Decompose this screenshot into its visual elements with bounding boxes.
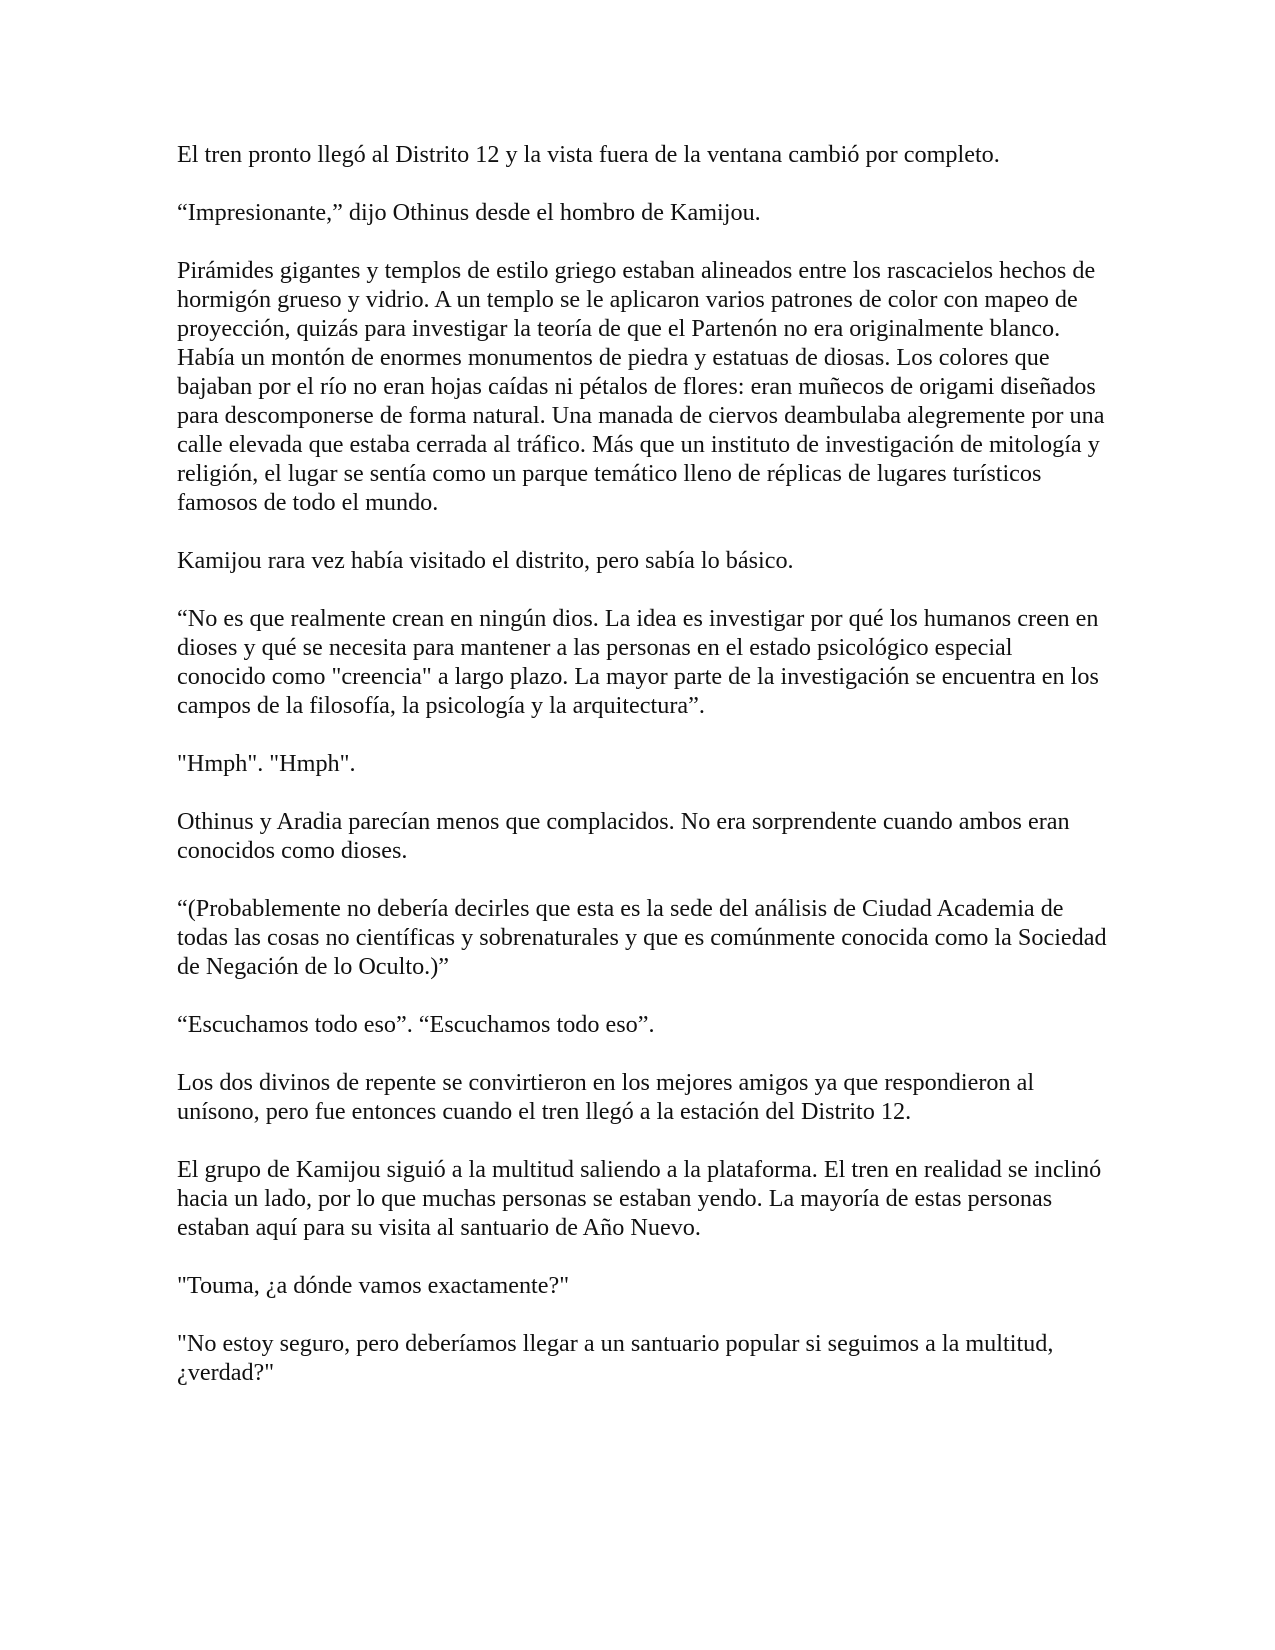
- document-body: [177, 140, 1107, 1416]
- paragraph: Los dos divinos de repente se convirtieron en los mejores amigos ya que respondieron al unísono, pero fue entonces cuando el tren llegó a la estación del Distrito 12.: [177, 1069, 1035, 1125]
- paragraph: "No estoy seguro, pero deberíamos llegar a un santuario popular si seguimos a la multitud, ¿verdad?": [177, 1330, 1054, 1386]
- paragraph: “No es que realmente crean en ningún dios. La idea es investigar por qué los humanos creen en dioses y qué se necesita para mantener a las personas en el estado psicológico especial conocido como "creencia" a largo plazo. La mayor parte de la investigación se encuentra en los campos de la filosofía, la psicología y la arquitectura”.: [177, 605, 1099, 719]
- paragraph: "Touma, ¿a dónde vamos exactamente?": [177, 1272, 570, 1299]
- paragraph: El tren pronto llegó al Distrito 12 y la vista fuera de la ventana cambió por completo.: [177, 141, 1000, 168]
- paragraph: Othinus y Aradia parecían menos que complacidos. No era sorprendente cuando ambos eran conocidos como dioses.: [177, 808, 1070, 864]
- paragraph: “(Probablemente no debería decirles que esta es la sede del análisis de Ciudad Academia de todas las cosas no científicas y sobrenaturales y que es comúnmente conocida como la Sociedad de Negación de lo Oculto.)”: [177, 895, 1107, 980]
- paragraph: “Impresionante,” dijo Othinus desde el hombro de Kamijou.: [177, 199, 761, 226]
- paragraph: "Hmph". "Hmph".: [177, 750, 356, 777]
- paragraph: Kamijou rara vez había visitado el distrito, pero sabía lo básico.: [177, 547, 794, 574]
- paragraph: “Escuchamos todo eso”. “Escuchamos todo eso”.: [177, 1011, 655, 1038]
- paragraph: El grupo de Kamijou siguió a la multitud saliendo a la plataforma. El tren en realidad se inclinó hacia un lado, por lo que muchas personas se estaban yendo. La mayoría de estas personas estaban aquí para su visita al santuario de Año Nuevo.: [177, 1156, 1102, 1241]
- paragraph: Pirámides gigantes y templos de estilo griego estaban alineados entre los rascacielos hechos de hormigón grueso y vidrio. A un templo se le aplicaron varios patrones de color con mapeo de proyección, quizás para investigar la teoría de que el Partenón no era originalmente blanco. Había un montón de enormes monumentos de piedra y estatuas de diosas. Los colores que bajaban por el río no eran hojas caídas ni pétalos de flores: eran muñecos de origami diseñados para descomponerse de forma natural. Una manada de ciervos deambulaba alegremente por una calle elevada que estaba cerrada al tráfico. Más que un instituto de investigación de mitología y religión, el lugar se sentía como un parque temático lleno de réplicas de lugares turísticos famosos de todo el mundo.: [177, 257, 1105, 516]
